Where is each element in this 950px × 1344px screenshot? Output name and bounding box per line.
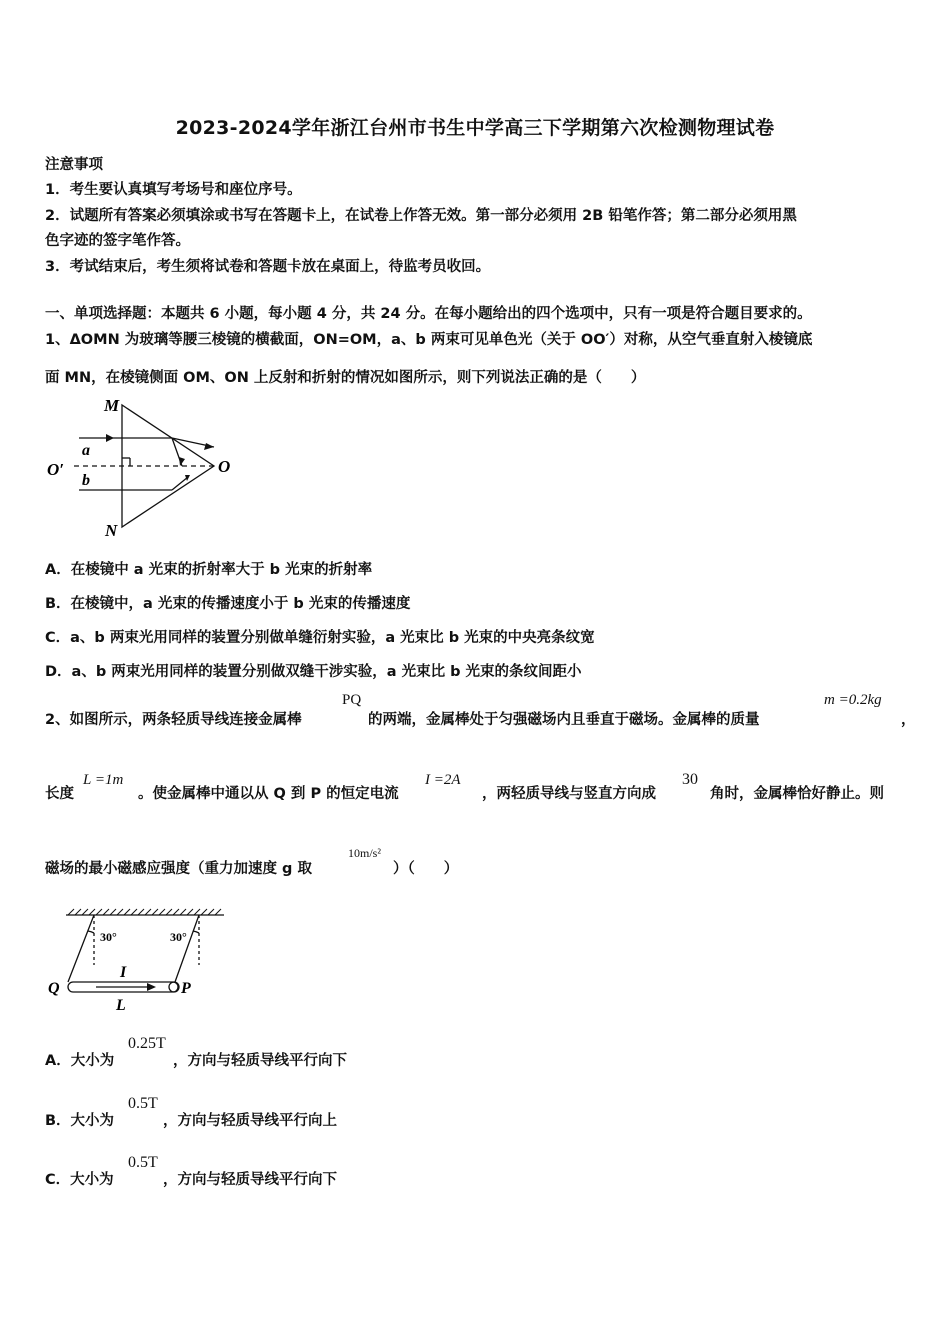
q2-stem-text: ）（ ） xyxy=(393,861,459,877)
label-P: P xyxy=(181,980,191,997)
q2-stem-text: ， xyxy=(901,712,916,728)
angle-right-label: 30° xyxy=(170,930,187,944)
notice-item: 1．考生要认真填写考场号和座位序号。 xyxy=(45,182,302,198)
label-a: a xyxy=(82,442,90,459)
q2-pq-formula: PQ xyxy=(342,692,362,708)
q2-option-b-suffix: ，方向与轻质导线平行向上 xyxy=(163,1113,337,1129)
q2-stem-text: 2、如图所示，两条轻质导线连接金属棒 xyxy=(45,712,302,728)
label-b: b xyxy=(82,472,90,489)
left-wire xyxy=(68,915,94,982)
prism-figure xyxy=(44,393,244,541)
q1-option-b: B．在棱镜中，a 光束的传播速度小于 b 光束的传播速度 xyxy=(45,596,411,612)
rod-figure xyxy=(44,905,234,1015)
label-M: M xyxy=(104,396,120,415)
q2-mass-formula: m =0.2kg xyxy=(824,692,882,708)
section-heading: 一、单项选择题：本题共 6 小题，每小题 4 分，共 24 分。在每小题给出的四个选项中，只有一项是符合题目要求的。 xyxy=(45,306,812,322)
q2-current-formula: I =2A xyxy=(425,772,461,788)
q2-stem-text: ，两轻质导线与竖直方向成 xyxy=(482,786,656,802)
label-Q: Q xyxy=(48,980,60,997)
page-title: 2023-2024学年浙江台州市书生中学高三下学期第六次检测物理试卷 xyxy=(175,117,775,139)
notice-heading: 注意事项 xyxy=(45,157,103,173)
q2-angle-formula: 30 xyxy=(682,771,698,788)
current-label-I: I xyxy=(120,964,127,981)
q2-option-c-suffix: ，方向与轻质导线平行向下 xyxy=(163,1172,337,1188)
label-O-prime: O′ xyxy=(47,460,65,479)
q2-option-a-value: 0.25T xyxy=(128,1035,166,1052)
length-label-L: L xyxy=(116,997,126,1014)
q2-stem-text: 。使金属棒中通以从 Q 到 P 的恒定电流 xyxy=(138,786,399,802)
q2-length-formula: L =1m xyxy=(83,772,124,788)
q1-option-a: A．在棱镜中 a 光束的折射率大于 b 光束的折射率 xyxy=(45,562,373,578)
right-wire xyxy=(175,915,199,982)
q2-gravity-formula: 10m/s² xyxy=(348,846,381,860)
q2-stem-text: 磁场的最小磁感应强度（重力加速度 g 取 xyxy=(45,861,312,877)
q1-option-c: C．a、b 两束光用同样的装置分别做单缝衍射实验，a 光束比 b 光束的中央亮条纹宽 xyxy=(45,630,595,646)
notice-item: 色字迹的签字笔作答。 xyxy=(45,233,190,249)
label-N: N xyxy=(105,521,118,540)
q2-stem-text: 长度 xyxy=(45,786,74,802)
q2-option-b-value: 0.5T xyxy=(128,1095,158,1112)
q2-option-a-suffix: ，方向与轻质导线平行向下 xyxy=(173,1053,347,1069)
label-O: O xyxy=(218,457,231,476)
notice-item: 3．考试结束后，考生须将试卷和答题卡放在桌面上，待监考员收回。 xyxy=(45,259,491,275)
q1-stem-line: 1、ΔOMN 为玻璃等腰三棱镜的横截面，ON=OM，a、b 两束可见单色光（关于 OO′）对称，从空气垂直射入棱镜底 xyxy=(45,332,813,348)
q2-option-c-prefix: C．大小为 xyxy=(45,1172,114,1188)
q1-stem-line: 面 MN，在棱镜侧面 OM、ON 上反射和折射的情况如图所示，则下列说法正确的是（ ） xyxy=(45,370,646,386)
q2-stem-text: 的两端，金属棒处于匀强磁场内且垂直于磁场。金属棒的质量 xyxy=(368,712,760,728)
notice-item: 2．试题所有答案必须填涂或书写在答题卡上，在试卷上作答无效。第一部分必须用 2B 铅笔作答；第二部分必须用黑 xyxy=(45,208,797,224)
angle-left-label: 30° xyxy=(100,930,117,944)
q2-stem-text: 角时，金属棒恰好静止。则 xyxy=(710,786,884,802)
q2-option-a-prefix: A．大小为 xyxy=(45,1053,115,1069)
q2-option-c-value: 0.5T xyxy=(128,1154,158,1171)
q2-option-b-prefix: B．大小为 xyxy=(45,1113,115,1129)
q1-option-d: D．a、b 两束光用同样的装置分别做双缝干涉实验，a 光束比 b 光束的条纹间距小 xyxy=(45,664,582,680)
